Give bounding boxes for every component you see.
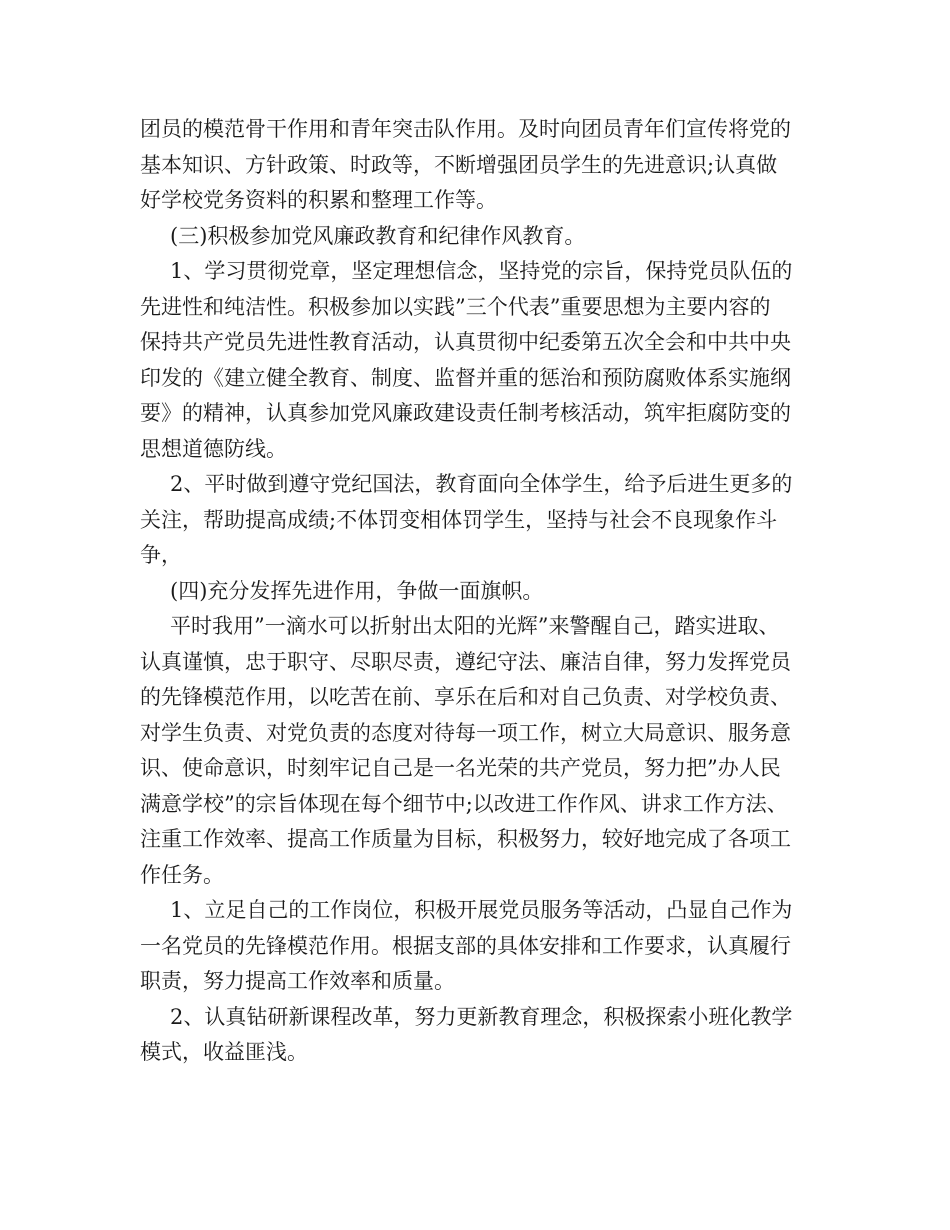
document-line: 争，: [140, 543, 182, 567]
document-line: 要》的精神，认真参加党风廉政建设责任制考核活动，筑牢拒腐防变的: [140, 401, 791, 425]
document-line: 满意学校”的宗旨体现在每个细节中;以改进工作作风、讲求工作方法、: [140, 791, 788, 816]
document-line: 职责，努力提高工作效率和质量。: [140, 969, 455, 993]
document-line: 保持共产党员先进性教育活动，认真贯彻中纪委第五次全会和中共中央: [140, 330, 791, 354]
document-line: 作任务。: [140, 862, 224, 887]
document-line: 关注，帮助提高成绩;不体罚变相体罚学生，坚持与社会不良现象作斗: [140, 507, 778, 532]
document-line: 印发的《建立健全教育、制度、监督并重的惩治和预防腐败体系实施纲: [140, 365, 791, 390]
document-line: 1、学习贯彻党章，坚定理想信念，坚持党的宗旨，保持党员队伍的: [170, 259, 793, 283]
document-line: 基本知识、方针政策、时政等，不断增强团员学生的先进意识;认真做: [140, 152, 778, 177]
document-line: 一名党员的先锋模范作用。根据支部的具体安排和工作要求，认真履行: [140, 933, 791, 958]
document-line: (四)充分发挥先进作用，争做一面旗帜。: [170, 578, 544, 603]
document-line: 2、认真钻研新课程改革，努力更新教育理念，积极探索小班化教学: [170, 1004, 793, 1029]
document-line: 平时我用”一滴水可以折射出太阳的光辉”来警醒自己，踏实进取、: [170, 614, 780, 638]
document-line: (三)积极参加党风廉政教育和纪律作风教育。: [170, 223, 586, 248]
document-line: 好学校党务资料的积累和整理工作等。: [140, 188, 497, 212]
document-line: 团员的模范骨干作用和青年突击队作用。及时向团员青年们宣传将党的: [140, 117, 791, 141]
document-line: 思想道德防线。: [140, 436, 287, 461]
document-line: 对学生负责、对党负责的态度对待每一项工作，树立大局意识、服务意: [140, 720, 791, 745]
document-line: 模式，收益匪浅。: [140, 1040, 308, 1064]
document-line: 先进性和纯洁性。积极参加以实践”三个代表”重要思想为主要内容的: [140, 294, 771, 319]
document-line: 的先锋模范作用，以吃苦在前、享乐在后和对自己负责、对学校负责、: [140, 685, 791, 709]
document-body: [140, 112, 820, 1071]
document-line: 识、使命意识，时刻牢记自己是一名光荣的共产党员，努力把”办人民: [140, 756, 781, 780]
document-line: 注重工作效率、提高工作质量为目标，积极努力，较好地完成了各项工: [140, 827, 791, 851]
document-line: 1、立足自己的工作岗位，积极开展党员服务等活动，凸显自己作为: [170, 898, 793, 922]
document-line: 认真谨慎，忠于职守、尽职尽责，遵纪守法、廉洁自律，努力发挥党员: [140, 649, 791, 674]
document-line: 2、平时做到遵守党纪国法，教育面向全体学生，给予后进生更多的: [170, 472, 793, 496]
